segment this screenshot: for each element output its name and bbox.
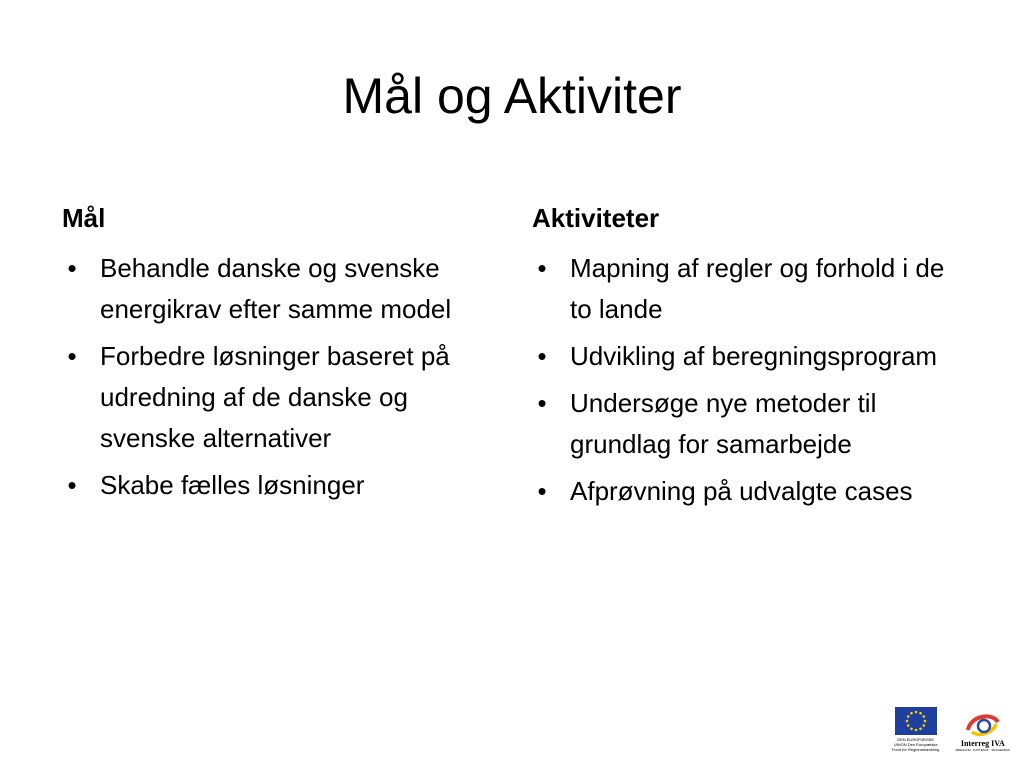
bullet-icon: • (537, 476, 547, 506)
interreg-caption: Interreg IVA (960, 739, 1005, 748)
slide-title: Mål og Aktiviter (342, 68, 682, 124)
goals-column (62, 200, 502, 512)
list-item-text: Afprøvning på udvalgte cases (570, 476, 913, 506)
list-item-text: Udvikling af beregningsprogram (570, 341, 938, 371)
bullet-icon: • (67, 253, 77, 283)
bullet-icon: • (67, 470, 77, 500)
list-item-text: Behandle danske og svenske energikrav efter samme model (100, 253, 452, 324)
interreg-logo (956, 710, 1010, 752)
eu-caption: DEN EUROPÆISKE UNION Den Europæiske Fond for Regionaludvikling (891, 737, 940, 752)
bullet-icon: • (537, 341, 547, 371)
bullet-icon: • (67, 341, 77, 371)
bullet-icon: • (537, 388, 547, 418)
eu-flag-icon (895, 707, 937, 735)
activities-heading: Aktiviteter (532, 203, 660, 233)
list-item-text: Skabe fælles løsninger (100, 470, 365, 500)
list-item-text: Mapning af regler og forhold i de to lande (570, 253, 945, 324)
eu-logo (892, 707, 940, 752)
interreg-symbol-icon (962, 710, 1004, 738)
activities-column (532, 200, 972, 518)
list-item (62, 248, 502, 330)
list-item (62, 465, 502, 506)
goals-list (62, 248, 502, 506)
interreg-subcaption: ØRESUND · KATTEGAT · SKAGERRAK (955, 748, 1010, 752)
list-item-text: Forbedre løsninger baseret på udredning af de danske og svenske alternativer (100, 341, 450, 453)
bullet-icon: • (537, 253, 547, 283)
list-item (532, 383, 972, 465)
list-item (532, 336, 972, 377)
goals-heading: Mål (62, 203, 106, 233)
list-item (532, 248, 972, 330)
list-item-text: Undersøge nye metoder til grundlag for samarbejde (570, 388, 877, 459)
list-item (62, 336, 502, 459)
list-item (532, 471, 972, 512)
activities-list (532, 248, 972, 512)
sponsor-logos (892, 707, 1010, 752)
